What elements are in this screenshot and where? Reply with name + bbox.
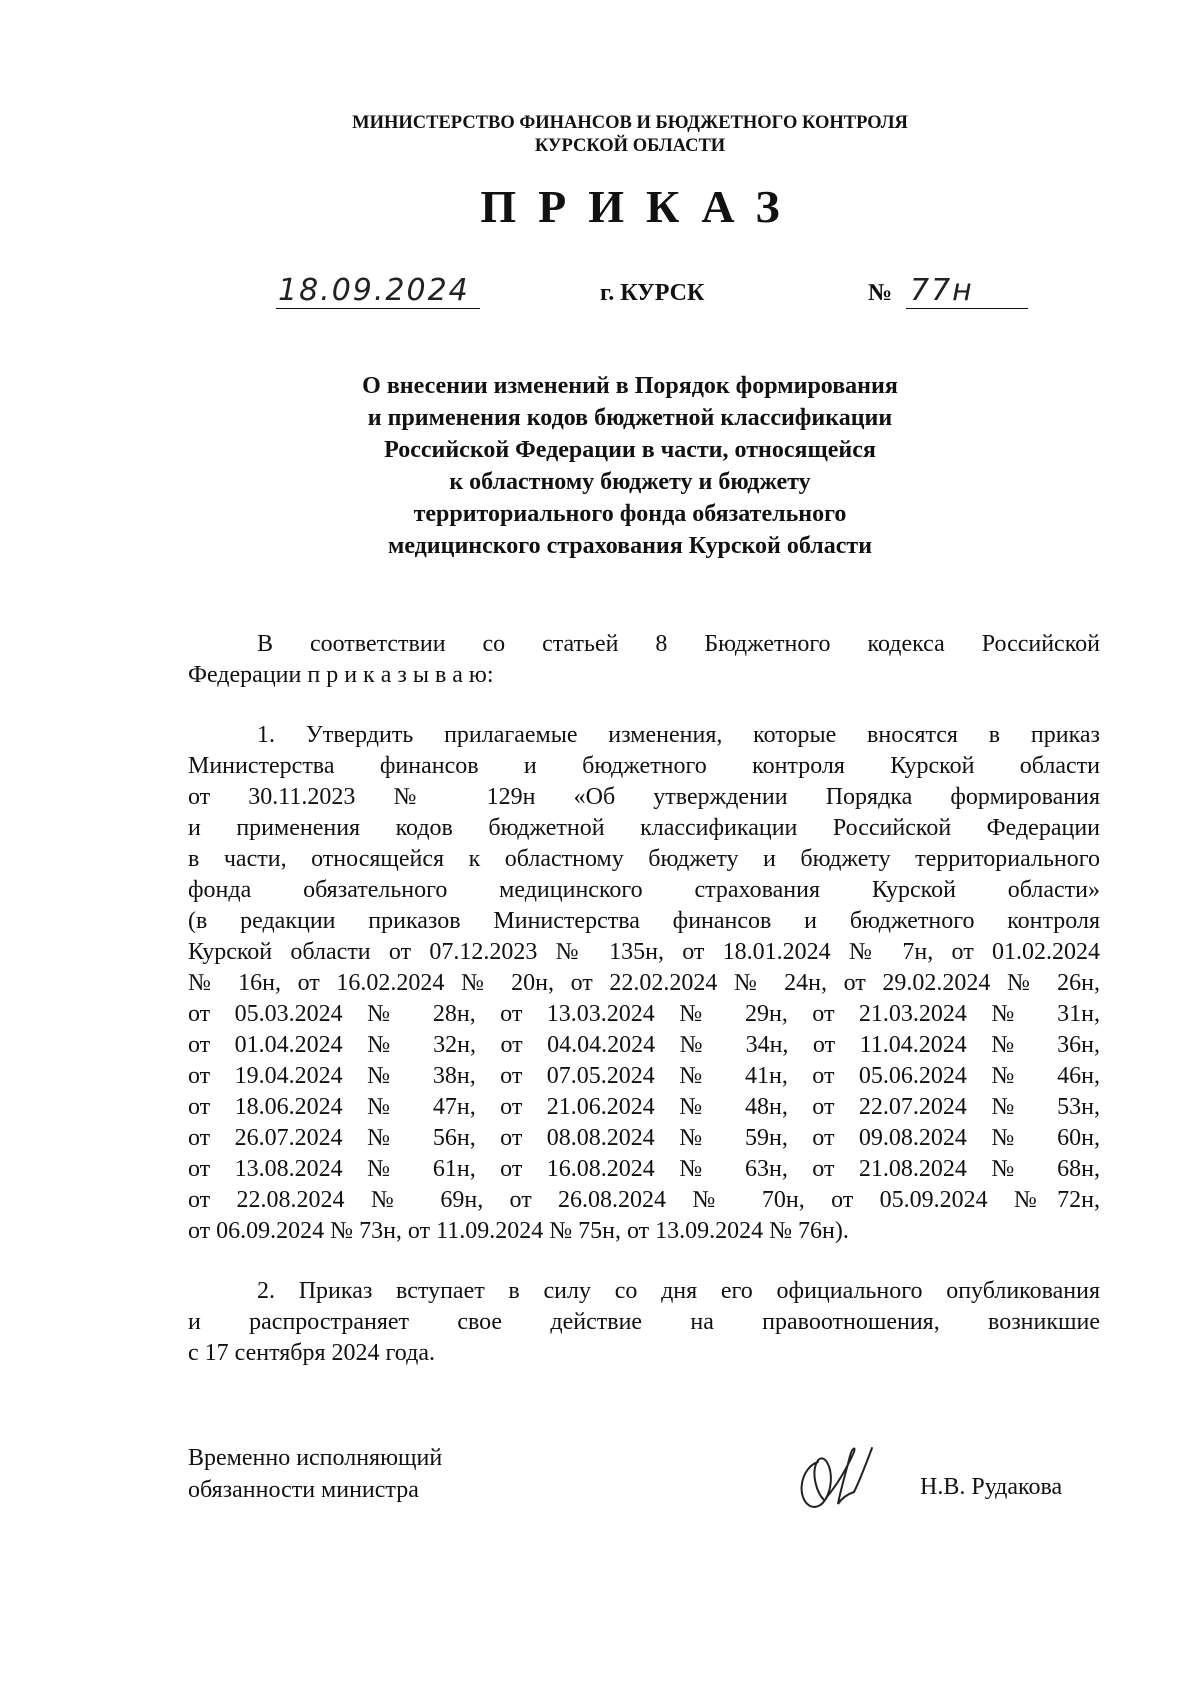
text-line: Курской области от 07.12.2023 № 135н, от 18.01.2024 № 7н, от 01.02.2024 (188, 939, 1100, 965)
text-line: от 19.04.2024 № 38н, от 07.05.2024 № 41н, от 05.06.2024 № 46н, (188, 1063, 1100, 1089)
signer-position (188, 1442, 442, 1506)
order-number: 77н (910, 273, 974, 308)
text-line: от 18.06.2024 № 47н, от 21.06.2024 № 48н, от 22.07.2024 № 53н, (188, 1094, 1100, 1120)
text-line: 2. Приказ вступает в силу со дня его официального опубликования (257, 1278, 1100, 1304)
text-line: от 22.08.2024 № 69н, от 26.08.2024 № 70н, от 05.09.2024 №72н, (188, 1187, 1100, 1213)
order-city: г. КУРСК (600, 280, 705, 306)
text-line: № 16н, от 16.02.2024 № 20н, от 22.02.2024 № 24н, от 29.02.2024 № 26н, (188, 970, 1100, 996)
text-line: и применения кодов бюджетной классификации Российской Федерации (188, 815, 1100, 841)
subject-line: Российской Федерации в части, относящейся (384, 437, 876, 463)
number-sign: № (868, 280, 893, 306)
date-underline (276, 308, 480, 309)
text-line: Федерации п р и к а з ы в а ю: (188, 662, 494, 688)
order-date-field (270, 272, 480, 312)
signer-position-line1: Временно исполняющий (188, 1445, 443, 1471)
order-subject (280, 370, 980, 562)
subject-line: и применения кодов бюджетной классификации (367, 405, 893, 431)
order-date: 18.09.2024 (278, 273, 470, 308)
ministry-header (300, 112, 960, 158)
text-line: Министерства финансов и бюджетного контроля Курской области (188, 753, 1100, 779)
preamble-paragraph (188, 629, 1100, 691)
order-body (188, 629, 1100, 1369)
text-line: 1. Утвердить прилагаемые изменения, которые вносятся в приказ (257, 722, 1100, 748)
text-line: в части, относящейся к областному бюджету и бюджету территориального (188, 846, 1100, 872)
subject-line: О внесении изменений в Порядок формирования (362, 373, 898, 399)
text-line: (в редакции приказов Министерства финансов и бюджетного контроля (188, 908, 1100, 934)
signer-name: Н.В. Рудакова (920, 1474, 1063, 1500)
ministry-name-line1: МИНИСТЕРСТВО ФИНАНСОВ И БЮДЖЕТНОГО КОНТРОЛЯ (352, 113, 908, 133)
signer-position-line2: обязанности министра (188, 1477, 419, 1503)
handwritten-signature (790, 1440, 880, 1515)
order-number-field (868, 272, 1028, 312)
text-line: от 05.03.2024 № 28н, от 13.03.2024 № 29н, от 21.03.2024 № 31н, (188, 1001, 1100, 1027)
number-underline (906, 308, 1028, 309)
item-1-paragraph (188, 720, 1100, 1247)
subject-line: территориального фонда обязательного (413, 501, 847, 527)
ministry-name-line2: КУРСКОЙ ОБЛАСТИ (534, 136, 726, 156)
subject-line: к областному бюджету и бюджету (449, 469, 811, 495)
text-line: от 30.11.2023 № 129н «Об утверждении Порядка формирования (188, 784, 1100, 810)
text-line: и распространяет свое действие на правоотношения, возникшие (188, 1309, 1100, 1335)
text-line: В соответствии со статьей 8 Бюджетного кодекса Российской (257, 631, 1100, 657)
text-line: от 26.07.2024 № 56н, от 08.08.2024 № 59н, от 09.08.2024 № 60н, (188, 1125, 1100, 1151)
text-line: от 06.09.2024 № 73н, от 11.09.2024 № 75н, от 13.09.2024 № 76н). (188, 1218, 849, 1244)
item-2-paragraph (188, 1276, 1100, 1369)
text-line: от 13.08.2024 № 61н, от 16.08.2024 № 63н, от 21.08.2024 № 68н, (188, 1156, 1100, 1182)
subject-line: медицинского страхования Курской области (387, 533, 873, 559)
text-line: с 17 сентября 2024 года. (188, 1340, 435, 1366)
text-line: фонда обязательного медицинского страхования Курской области» (188, 877, 1100, 903)
text-line: от 01.04.2024 № 32н, от 04.04.2024 № 34н, от 11.04.2024 № 36н, (188, 1032, 1100, 1058)
order-title: ПРИКАЗ (480, 181, 802, 232)
